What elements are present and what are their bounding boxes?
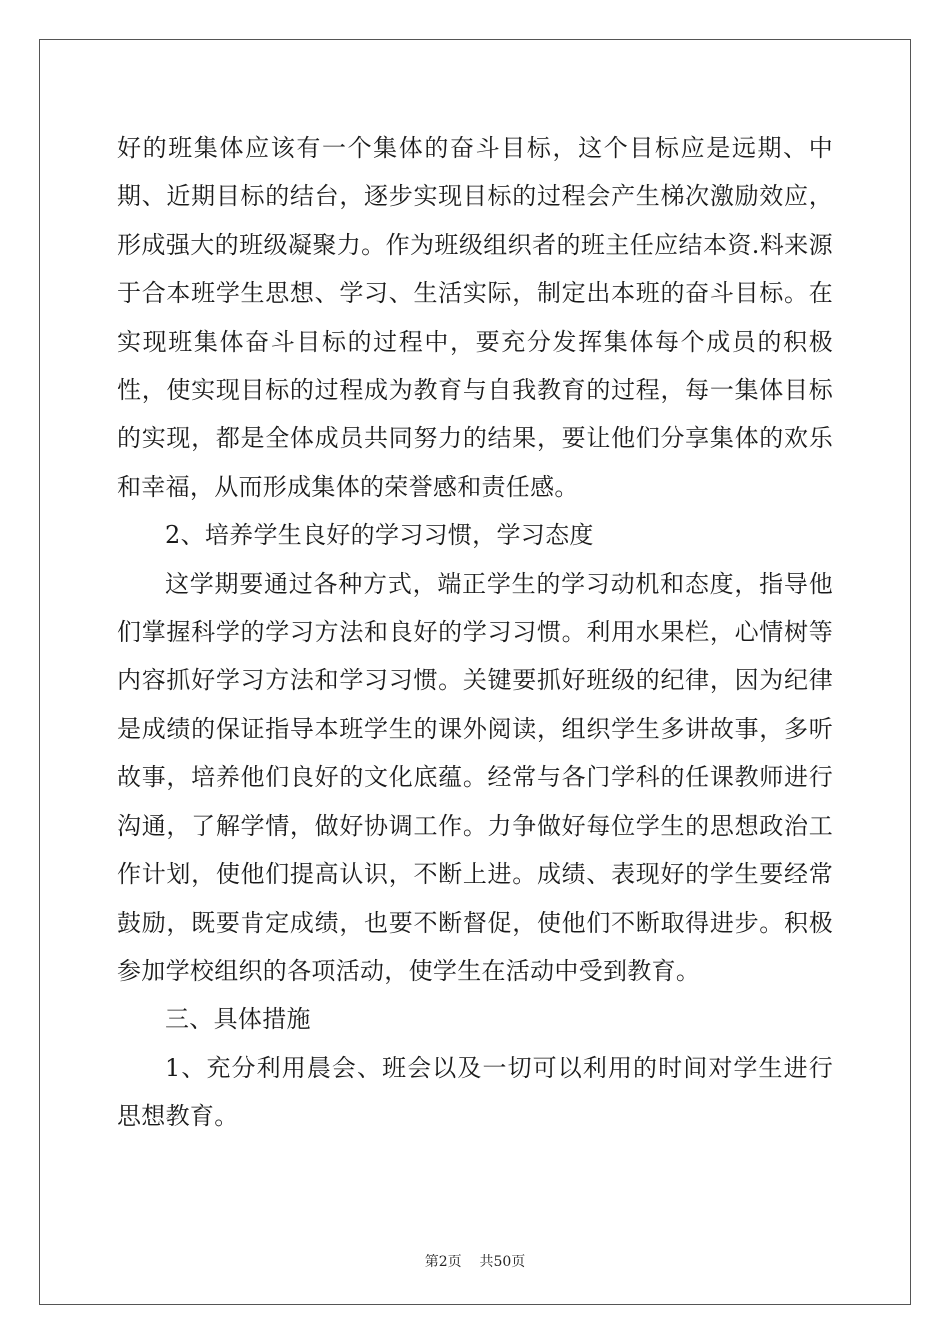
page-number: 第2页	[424, 1254, 462, 1270]
document-body	[117, 124, 833, 1141]
heading-study-habits: 2、培养学生良好的学习习惯，学习态度	[165, 521, 594, 550]
page-footer	[0, 1251, 950, 1271]
paragraph-study-habits: 这学期要通过各种方式，端正学生的学习动机和态度，指导他们掌握科学的学习方法和良好的学习习惯。利用水果栏，心情树等内容抓好学习方法和学习习惯。关键要抓好班级的纪律，因为纪律是成绩的保证指导本班学生的课外阅读，组织学生多讲故事，多听故事，培养他们良好的文化底蕴。经常与各门学科的任课教师进行沟通，了解学情，做好协调工作。力争做好每位学生的思想政治工作计划，使他们提高认识，不断上进。成绩、表现好的学生要经常鼓励，既要肯定成绩，也要不断督促，使他们不断取得进步。积极参加学校组织的各项活动，使学生在活动中受到教育。	[117, 569, 833, 985]
paragraph-measure-1: 1、充分利用晨会、班会以及一切可以利用的时间对学生进行思想教育。	[117, 1053, 833, 1131]
total-pages: 共50页	[479, 1254, 526, 1270]
heading-specific-measures: 三、具体措施	[165, 1005, 311, 1034]
paragraph-collective-goals: 好的班集体应该有一个集体的奋斗目标，这个目标应是远期、中期、近期目标的结台，逐步实现目标的过程会产生梯次激励效应，形成强大的班级凝聚力。作为班级组织者的班主任应结本资.料来源于合本班学生思想、学习、生活实际，制定出本班的奋斗目标。在实现班集体奋斗目标的过程中，要充分发挥集体每个成员的积极性，使实现目标的过程成为教育与自我教育的过程，每一集体目标的实现，都是全体成员共同努力的结果，要让他们分享集体的欢乐和幸福，从而形成集体的荣誉感和责任感。	[117, 134, 833, 501]
